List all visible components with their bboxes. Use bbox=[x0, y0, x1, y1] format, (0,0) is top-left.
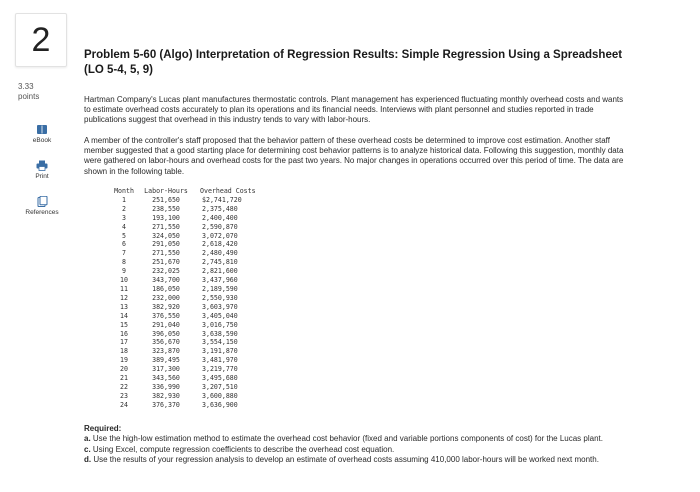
table-row bbox=[110, 338, 262, 347]
cell-month: 23 bbox=[120, 391, 128, 400]
problem-title: Problem 5-60 (Algo) Interpretation of Regression Results: Simple Regression Using a Spreadsheet (LO 5-4, 5, 9) bbox=[84, 49, 623, 76]
cell-month: 8 bbox=[122, 258, 126, 267]
cell-month: 12 bbox=[120, 293, 128, 302]
cell-overhead-costs: 3,481,970 bbox=[202, 356, 238, 365]
cell-month: 15 bbox=[120, 320, 128, 329]
cell-labor-hours: 389,495 bbox=[152, 356, 180, 365]
cell-month: 16 bbox=[120, 329, 128, 338]
references-button[interactable] bbox=[16, 196, 68, 216]
cell-labor-hours: 251,650 bbox=[152, 195, 180, 204]
cell-labor-hours: 193,100 bbox=[152, 213, 180, 222]
cell-labor-hours: 323,870 bbox=[152, 347, 180, 356]
cell-labor-hours: 291,040 bbox=[152, 320, 180, 329]
cell-labor-hours: 324,050 bbox=[152, 231, 180, 240]
references-icon bbox=[36, 196, 48, 207]
ebook-icon bbox=[36, 124, 48, 135]
cell-labor-hours: 317,300 bbox=[152, 365, 180, 374]
cell-month: 19 bbox=[120, 356, 128, 365]
cell-overhead-costs: 2,480,490 bbox=[202, 249, 238, 258]
cell-month: 7 bbox=[122, 249, 126, 258]
print-icon bbox=[36, 160, 48, 171]
cell-month: 9 bbox=[122, 267, 126, 276]
table-header-row bbox=[110, 187, 262, 196]
table-row bbox=[110, 294, 262, 303]
cell-overhead-costs: 2,400,400 bbox=[202, 213, 238, 222]
cell-overhead-costs: 3,636,900 bbox=[202, 400, 238, 409]
question-number: 2 bbox=[31, 20, 51, 59]
cell-overhead-costs: 3,207,510 bbox=[202, 382, 238, 391]
cell-labor-hours: 356,670 bbox=[152, 338, 180, 347]
table-row bbox=[110, 356, 262, 365]
ebook-button[interactable] bbox=[16, 124, 68, 144]
cell-overhead-costs: 2,821,600 bbox=[202, 267, 238, 276]
cell-month: 14 bbox=[120, 311, 128, 320]
cell-month: 21 bbox=[120, 374, 128, 383]
table-row bbox=[110, 214, 262, 223]
table-row bbox=[110, 276, 262, 285]
cell-overhead-costs: 2,550,930 bbox=[202, 293, 238, 302]
cell-labor-hours: 382,930 bbox=[152, 391, 180, 400]
cell-month: 18 bbox=[120, 347, 128, 356]
header-month: Month bbox=[114, 187, 134, 195]
required-letter: d. bbox=[84, 455, 92, 465]
table-row bbox=[110, 232, 262, 241]
required-text: Use the results of your regression analysis to develop an estimate of overhead costs assuming 410,000 labor-hours will be worked next month. bbox=[93, 455, 599, 465]
cell-labor-hours: 396,050 bbox=[152, 329, 180, 338]
cell-overhead-costs: 2,189,590 bbox=[202, 284, 238, 293]
ebook-label: eBook bbox=[32, 137, 52, 144]
table-row bbox=[110, 249, 262, 258]
table-row bbox=[110, 205, 262, 214]
data-table bbox=[110, 187, 262, 410]
cell-overhead-costs: 3,072,070 bbox=[202, 231, 238, 240]
cell-labor-hours: 186,050 bbox=[152, 284, 180, 293]
header-labor-hours: Labor-Hours bbox=[144, 187, 188, 195]
cell-labor-hours: 376,370 bbox=[152, 400, 180, 409]
required-heading: Required: bbox=[84, 424, 122, 433]
table-row bbox=[110, 321, 262, 330]
points-label: points bbox=[18, 92, 40, 101]
required-item-d bbox=[84, 455, 629, 465]
cell-month: 22 bbox=[120, 382, 128, 391]
cell-month: 3 bbox=[122, 213, 126, 222]
cell-month: 17 bbox=[120, 338, 128, 347]
cell-overhead-costs: 2,375,480 bbox=[202, 204, 238, 213]
cell-labor-hours: 232,000 bbox=[152, 293, 180, 302]
cell-overhead-costs: 3,191,870 bbox=[202, 347, 238, 356]
cell-labor-hours: 376,550 bbox=[152, 311, 180, 320]
cell-labor-hours: 251,670 bbox=[152, 258, 180, 267]
cell-overhead-costs: 3,554,150 bbox=[202, 338, 238, 347]
cell-labor-hours: 336,990 bbox=[152, 382, 180, 391]
cell-month: 24 bbox=[120, 400, 128, 409]
cell-month: 13 bbox=[120, 302, 128, 311]
cell-overhead-costs: 2,745,810 bbox=[202, 258, 238, 267]
required-item-a bbox=[84, 434, 629, 444]
cell-month: 2 bbox=[122, 204, 126, 213]
cell-overhead-costs: 3,603,970 bbox=[202, 302, 238, 311]
cell-overhead-costs: 3,600,880 bbox=[202, 391, 238, 400]
cell-month: 6 bbox=[122, 240, 126, 249]
table-row bbox=[110, 267, 262, 276]
cell-month: 20 bbox=[120, 365, 128, 374]
cell-overhead-costs: 2,590,870 bbox=[202, 222, 238, 231]
cell-labor-hours: 382,920 bbox=[152, 302, 180, 311]
required-text: Use the high-low estimation method to estimate the overhead cost behavior (fixed and variable portions components of cost) for the Lucas plant. bbox=[92, 434, 603, 444]
cell-overhead-costs: 3,016,750 bbox=[202, 320, 238, 329]
cell-month: 1 bbox=[122, 195, 126, 204]
cell-month: 4 bbox=[122, 222, 126, 231]
cell-overhead-costs: 3,219,770 bbox=[202, 365, 238, 374]
cell-overhead-costs: 3,495,680 bbox=[202, 374, 238, 383]
cell-overhead-costs: 2,618,420 bbox=[202, 240, 238, 249]
problem-paragraph-1: Hartman Company's Lucas plant manufactures thermostatic controls. Plant management has experienced fluctuating monthly overhead costs and wants to estimate overhead costs accurately to plan its operations and its financial needs. Interviews with plant personnel and studies reported in trade publications suggest that overhead in this industry tends to vary with labor-hours. bbox=[84, 95, 624, 125]
cell-month: 11 bbox=[120, 284, 128, 293]
table-row bbox=[110, 223, 262, 232]
cell-labor-hours: 343,700 bbox=[152, 276, 180, 285]
cell-labor-hours: 343,560 bbox=[152, 374, 180, 383]
points-value: 3.33 bbox=[18, 82, 34, 91]
table-row bbox=[110, 347, 262, 356]
table-row bbox=[110, 374, 262, 383]
table-row bbox=[110, 240, 262, 249]
table-row bbox=[110, 365, 262, 374]
table-row bbox=[110, 258, 262, 267]
table-row bbox=[110, 330, 262, 339]
cell-overhead-costs: 3,638,590 bbox=[202, 329, 238, 338]
problem-paragraph-2: A member of the controller's staff proposed that the behavior pattern of these overhead costs be determined to improve cost estimation. Another staff member suggested that a good starting place for determining cost behavior patterns is to analyze historical data. Following this suggestion, monthly data were gathered on labor-hours and overhead costs for the past two years. No major changes in operations occurred over this period of time. The data are shown in the following table. bbox=[84, 136, 624, 176]
cell-labor-hours: 238,550 bbox=[152, 204, 180, 213]
points-info bbox=[18, 82, 39, 102]
cell-labor-hours: 271,550 bbox=[152, 249, 180, 258]
print-button[interactable] bbox=[16, 160, 68, 180]
cell-labor-hours: 271,550 bbox=[152, 222, 180, 231]
header-overhead-costs: Overhead Costs bbox=[200, 187, 256, 195]
required-letter: a. bbox=[84, 434, 91, 444]
required-section bbox=[84, 424, 629, 466]
cell-labor-hours: 232,025 bbox=[152, 267, 180, 276]
table-row bbox=[110, 392, 262, 401]
print-label: Print bbox=[35, 173, 49, 180]
cell-overhead-costs: 3,405,040 bbox=[202, 311, 238, 320]
references-label: References bbox=[25, 209, 59, 216]
table-row bbox=[110, 312, 262, 321]
required-letter: c. bbox=[84, 444, 91, 454]
cell-overhead-costs: $2,741,720 bbox=[202, 195, 242, 204]
cell-labor-hours: 291,050 bbox=[152, 240, 180, 249]
table-row bbox=[110, 196, 262, 205]
required-text: Using Excel, compute regression coefficients to describe the overhead cost equation. bbox=[92, 444, 395, 454]
cell-overhead-costs: 3,437,960 bbox=[202, 276, 238, 285]
cell-month: 5 bbox=[122, 231, 126, 240]
question-number-box bbox=[15, 13, 67, 67]
table-row bbox=[110, 303, 262, 312]
required-item-c bbox=[84, 445, 629, 455]
table-row bbox=[110, 383, 262, 392]
table-row bbox=[110, 285, 262, 294]
cell-month: 10 bbox=[120, 276, 128, 285]
table-row bbox=[110, 401, 262, 410]
